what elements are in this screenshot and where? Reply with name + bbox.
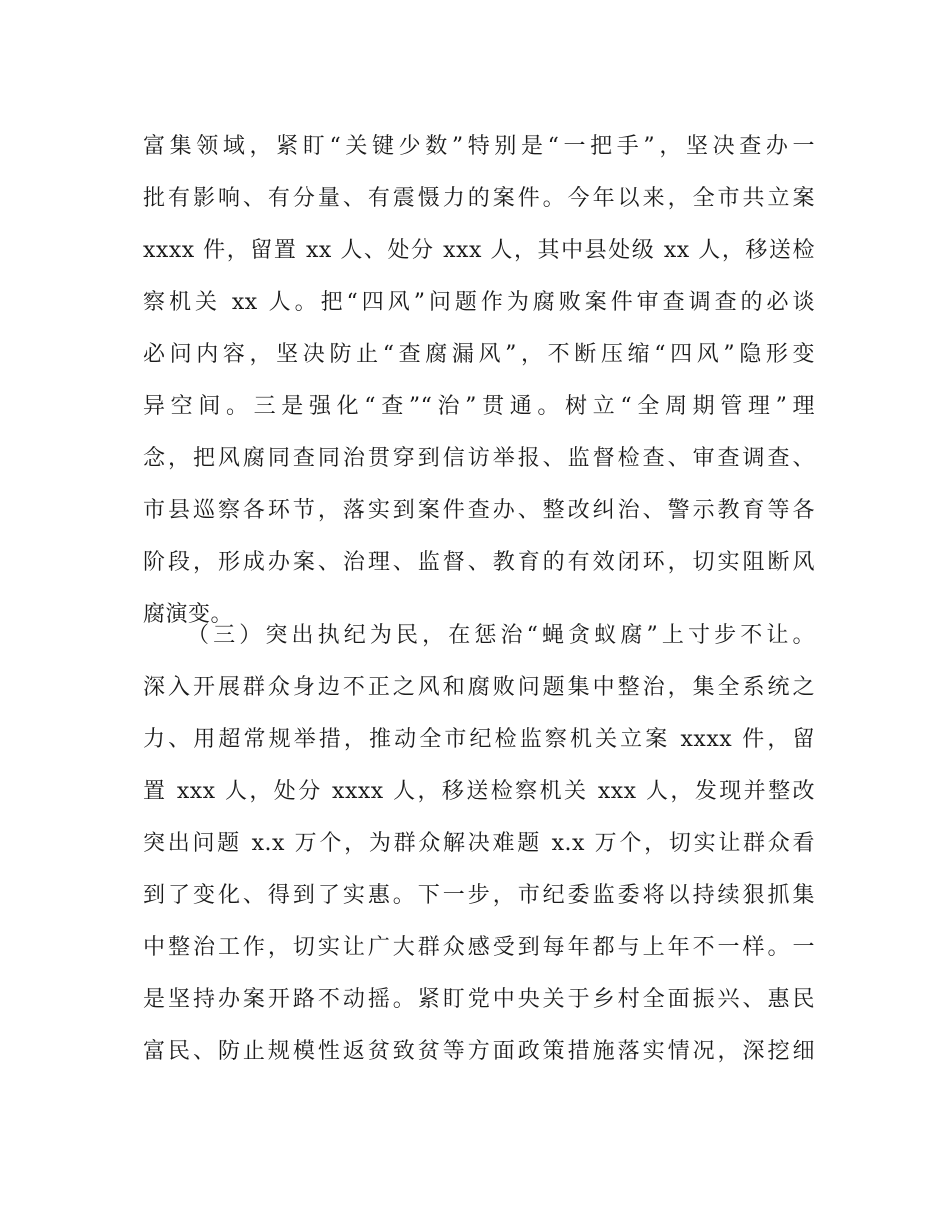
paragraph-line: 置 xxx 人，处分 xxxx 人，移送检察机关 xxx 人，发现并整改: [143, 779, 815, 804]
paragraph-line: 力、用超常规举措，推动全市纪检监察机关立案 xxxx 件，留: [143, 727, 815, 752]
paragraph-heading-line: （三）突出执纪为民，在惩治“蝇贪蚁腐”上寸步不让。: [187, 623, 815, 648]
paragraph-line: 察机关 xx 人。把“四风”问题作为腐败案件审查调查的必谈: [143, 290, 815, 315]
paragraph-line: 突出问题 x.x 万个，为群众解决难题 x.x 万个，切实让群众看: [143, 831, 815, 856]
paragraph-line: 富集领域，紧盯“关键少数”特别是“一把手”，坚决查办一: [143, 134, 815, 159]
paragraph-line: 念，把风腐同查同治贯穿到信访举报、监督检查、审查调查、: [143, 446, 815, 471]
paragraph-2: [143, 610, 815, 1078]
paragraph-1: [143, 121, 815, 641]
paragraph-line: 是坚持办案开路不动摇。紧盯党中央关于乡村全面振兴、惠民: [143, 987, 815, 1012]
paragraph-line: 阶段，形成办案、治理、监督、教育的有效闭环，切实阻断风: [143, 550, 815, 575]
paragraph-line: 到了变化、得到了实惠。下一步，市纪委监委将以持续狠抓集: [143, 883, 815, 908]
paragraph-line: xxxx 件，留置 xx 人、处分 xxx 人，其中县处级 xx 人，移送检: [143, 238, 815, 263]
paragraph-line: 批有影响、有分量、有震慑力的案件。今年以来，全市共立案: [143, 186, 815, 211]
paragraph-line: 富民、防止规模性返贫致贫等方面政策措施落实情况，深挖细: [143, 1039, 815, 1064]
paragraph-line: 市县巡察各环节，落实到案件查办、整改纠治、警示教育等各: [143, 498, 815, 523]
paragraph-line: 腐演变。: [143, 602, 234, 627]
paragraph-line: 异空间。三是强化“查”“治”贯通。树立“全周期管理”理: [143, 394, 815, 419]
paragraph-line: 中整治工作，切实让广大群众感受到每年都与上年不一样。一: [143, 935, 815, 960]
paragraph-line: 深入开展群众身边不正之风和腐败问题集中整治，集全系统之: [143, 675, 815, 700]
paragraph-line: 必问内容，坚决防止“查腐漏风”，不断压缩“四风”隐形变: [143, 342, 815, 367]
